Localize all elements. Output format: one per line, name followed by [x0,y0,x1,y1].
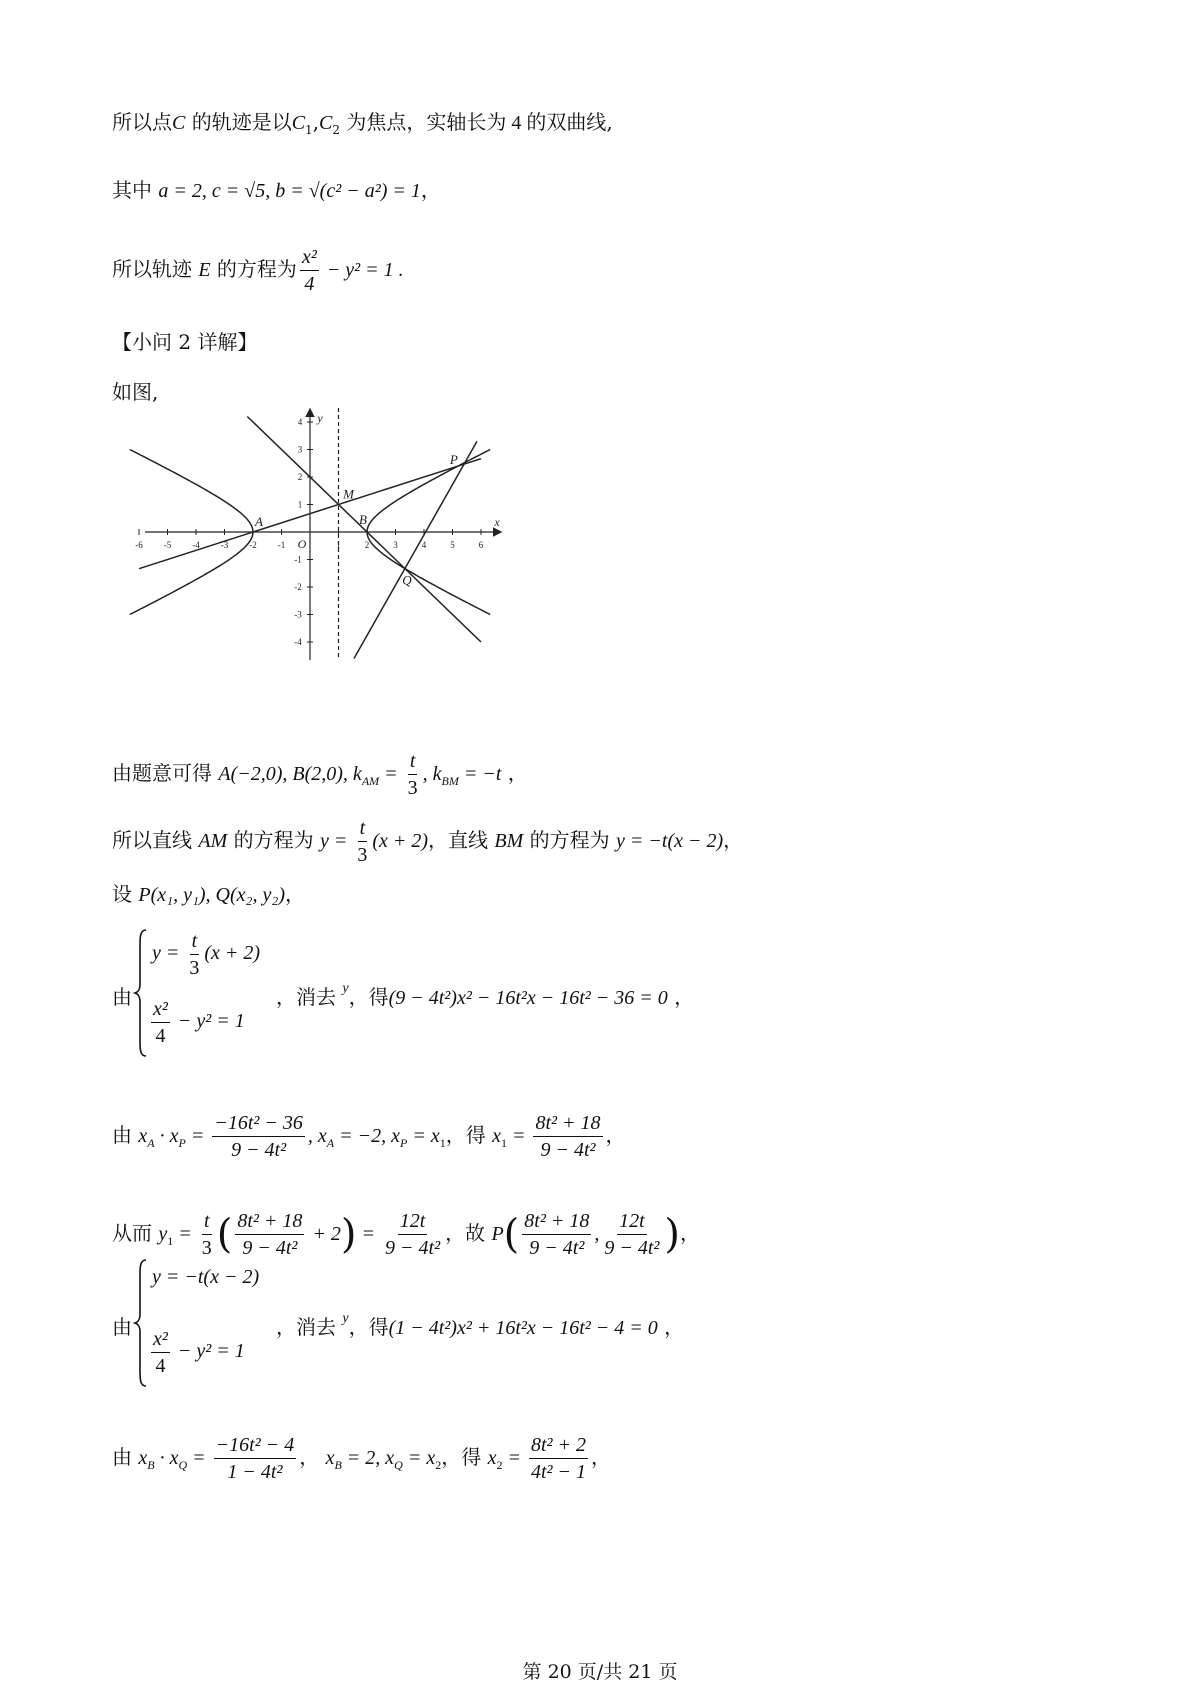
page-footer [0,1657,1200,1684]
punctuation: ， [723,828,744,852]
numerator: t [190,928,200,955]
math-expression: = 2, x [341,1447,395,1469]
text-segment: 的双曲线, [526,110,613,134]
fraction [214,1432,297,1485]
y-tick-label: -4 [294,637,302,647]
math-var-y: y [342,981,349,996]
y-tick-label: -3 [294,609,302,620]
x-tick-label: 6 [478,540,484,550]
axis-y-label: y [317,411,323,425]
system-2-row-2 [148,1326,245,1379]
page-number: 第 20 页/共 21 页 [522,1661,678,1683]
system-2-result [276,1311,684,1340]
denominator: 4 [304,273,315,295]
x-tick-label: -2 [249,540,257,550]
number: 4 [506,112,527,134]
math-expression: = x [407,1125,440,1147]
math-expression: (1 − 4t²)x² + 16t²x − 16t² − 4 = 0 [388,1317,658,1339]
text-line-10 [112,1208,700,1261]
fraction [151,996,170,1049]
numerator: t [202,1208,212,1235]
text-segment: 由题意可得 [112,761,219,785]
text-segment: 由 [112,985,132,1009]
numerator: 8t² + 18 [522,1208,591,1235]
numerator: t [408,748,418,775]
hyperbola-figure [135,408,565,718]
math-var-x: x [487,1447,497,1469]
fraction [529,1432,588,1485]
subscript: A [147,1136,155,1150]
numerator: x² [300,244,319,271]
numerator: −16t² − 36 [212,1110,305,1137]
line-BM [247,417,481,643]
punctuation: ， [501,761,528,785]
math-var-C: C [172,112,186,134]
math-expression: · x [154,1447,179,1469]
heading-text: 【小问 2 详解】 [112,330,258,354]
math-expression: + 2 [307,1223,341,1245]
math-var-x: x [138,1125,148,1147]
y-tick-label: -2 [294,582,302,592]
text-segment: 由 [112,1123,139,1147]
fraction [187,928,201,981]
math-expression: , x [307,1125,327,1147]
subscript: B [147,1458,155,1472]
math-expression: (9 − 4t²)x² − 16t²x − 16t² − 36 = 0 [388,987,668,1009]
text-segment: 设 [112,882,139,906]
math-expression: = [502,1447,526,1469]
text-segment: 所以轨迹 [112,257,199,281]
numerator: x² [151,996,170,1023]
point-label-P: P [449,451,458,467]
math-expression: = [185,1125,210,1147]
punctuation: ， [591,1445,612,1469]
subscript: 2 [332,123,341,137]
text-line-5 [112,380,158,404]
text-segment: ，故 [445,1221,492,1245]
subscript: 1 [167,1234,174,1248]
math-expression: a = 2, c = √5, b = √(c² − a²) = 1 [158,180,421,202]
denominator: 1 − 4t² [227,1461,283,1483]
x-tick-label: 5 [450,540,455,550]
denominator: 9 − 4t² [604,1237,660,1259]
text-segment: 其中 [112,178,159,202]
math-var-y: y [342,1311,349,1326]
math-expression: A(−2,0), B(2,0), k [218,763,362,785]
y-tick-label: 3 [297,444,303,455]
denominator: 9 − 4t² [385,1237,441,1259]
math-expression: = x [402,1447,436,1469]
math-var-E: E [198,259,211,281]
subscript: A [326,1136,335,1150]
comma: , [312,110,320,134]
text-segment: 为焦点，实轴长为 [340,110,507,134]
math-var-C2: C [319,112,333,134]
comma: , [594,1223,600,1245]
x-tick-label: -6 [135,540,143,550]
math-var-x: x [325,1447,335,1469]
numerator: 8t² + 18 [533,1110,602,1137]
math-expression: − y² = 1 . [321,259,404,281]
subscript: P [178,1136,186,1150]
point-label-A: A [255,514,263,529]
math-expression: , k [422,763,442,785]
system-1-row-1 [152,928,260,981]
fraction [300,244,319,297]
equation-system-1 [112,928,1112,1058]
text-line-1 [112,110,613,135]
text-segment: 的方程为 [227,828,320,852]
math-expression: = [173,1223,197,1245]
section-heading [112,330,257,354]
math-var-C1: C [291,112,306,134]
text-segment: 的轨迹是以 [185,110,292,134]
math-var-x: x [492,1125,501,1147]
fraction [522,1208,591,1261]
point-label-M: M [343,486,354,502]
denominator: 4 [155,1355,166,1377]
subscript: 2 [496,1458,503,1472]
fraction [406,748,420,801]
denominator: 4 [155,1025,166,1047]
math-expression: = −t [458,763,502,785]
fraction [602,1208,661,1261]
y-tick-label: 4 [297,417,303,427]
subscript: P [399,1136,408,1150]
punctuation: ， [284,882,305,906]
text-segment: 所以点 [112,110,172,134]
x-tick-label: 2 [364,540,370,550]
subscript: AM [361,774,380,788]
punctuation: ， [680,1221,701,1245]
numerator: 12t [617,1208,647,1235]
math-expression: = [187,1447,211,1469]
math-expression: = −2, x [334,1125,400,1147]
fraction [533,1110,602,1163]
text-segment: ，得 [445,1123,493,1147]
math-expression: y = [319,830,353,852]
text-line-11 [112,1432,611,1485]
text-segment: ，消去 [276,1315,343,1339]
fraction [200,1208,214,1261]
text-line-9 [112,1110,626,1163]
numerator: 8t² + 2 [529,1432,588,1459]
fraction [151,1326,170,1379]
system-1-result [276,981,694,1010]
text-segment: ，直线 [428,828,495,852]
math-expression: = [379,763,403,785]
punctuation: ， [299,1445,326,1469]
math-expression: y = −t(x − 2) [152,1266,260,1288]
left-paren: ( [503,1211,520,1258]
figure-labels [135,411,500,647]
numerator: t [358,815,368,842]
subscript: 1 [439,1136,446,1150]
denominator: 3 [201,1237,212,1259]
subscript: BM [441,774,459,788]
math-expression: y = −t(x − 2) [616,830,724,852]
y-tick-label: 1 [297,499,303,510]
math-expression: y = [152,942,185,965]
point-label-Q: Q [402,572,412,588]
math-expression: = [356,1223,381,1245]
subscript: Q [178,1458,188,1472]
text-segment: 从而 [112,1221,159,1245]
text-line-6 [112,748,528,801]
origin-label: O [297,537,307,551]
x-tick-label: 3 [393,540,398,550]
text-line-7 [112,815,743,868]
y-tick-label: 2 [297,472,303,482]
text-segment: ，得 [441,1445,488,1469]
x-tick-label: -5 [163,540,172,550]
denominator: 9 − 4t² [231,1139,287,1161]
text-segment: ，得 [348,1315,389,1339]
denominator: 9 − 4t² [529,1237,585,1259]
math-expression: (x + 2) [204,942,261,965]
system-1-row-2 [148,996,245,1049]
fraction [235,1208,304,1261]
left-brace-icon [134,928,148,1058]
x-tick-label: -3 [220,540,229,550]
math-expression: (x + 2) [372,830,429,852]
subscript: 1 [305,123,313,137]
left-brace-icon [134,1258,148,1388]
text-segment: 由 [112,1315,132,1339]
math-expression: = [506,1125,531,1147]
punctuation: ， [420,178,441,202]
right-paren: ) [340,1211,357,1258]
equation-system-2 [112,1258,1112,1388]
text-segment: 由 [112,1445,139,1469]
math-expression: − y² = 1 [172,1340,245,1363]
subscript: 1 [500,1136,507,1150]
text-line-2 [112,178,441,203]
denominator: 3 [357,844,368,866]
math-var-AM: AM [198,830,228,852]
denominator: 3 [189,957,200,979]
math-expression: P(x₁, y₁), Q(x₂, y₂) [138,884,285,906]
line-PQ [354,441,477,658]
x-tick-label: 4 [421,540,427,550]
fraction [212,1110,305,1163]
math-expression: − y² = 1 [172,1010,245,1033]
text-segment: 的方程为 [210,257,297,281]
x-tick-label: 1 [336,540,341,550]
math-var-P: P [491,1223,504,1245]
denominator: 9 − 4t² [242,1237,298,1259]
punctuation: ， [667,985,695,1009]
system-2-row-1 [152,1266,259,1289]
numerator: −16t² − 4 [214,1432,297,1459]
left-paren: ( [216,1211,233,1258]
math-var-y: y [158,1223,168,1245]
text-segment: 所以直线 [112,828,199,852]
denominator: 9 − 4t² [540,1139,596,1161]
numerator: 12t [398,1208,428,1235]
y-tick-label: -1 [294,554,302,565]
punctuation: ， [605,1123,626,1147]
text-segment: ，得 [348,985,389,1009]
text-segment: 如图, [112,380,159,404]
numerator: 8t² + 18 [235,1208,304,1235]
point-label-B: B [359,512,367,527]
denominator: 3 [407,777,418,799]
math-expression: · x [154,1125,179,1147]
axes [139,410,500,660]
text-line-8 [112,882,305,907]
text-segment: 的方程为 [523,828,617,852]
right-paren: ) [664,1211,681,1258]
x-tick-label: -1 [277,540,286,550]
text-line-3 [112,244,404,297]
fraction [383,1208,442,1261]
punctuation: ， [657,1315,685,1339]
fraction [355,815,369,868]
x-tick-label: -4 [192,540,200,550]
subscript: Q [394,1458,403,1472]
denominator: 4t² − 1 [530,1461,587,1483]
subscript: B [334,1458,342,1472]
subscript: 2 [435,1458,442,1472]
numerator: x² [151,1326,170,1353]
math-var-x: x [138,1447,148,1469]
math-var-BM: BM [494,830,524,852]
axis-x-label: x [494,515,500,529]
text-segment: ，消去 [276,985,343,1009]
